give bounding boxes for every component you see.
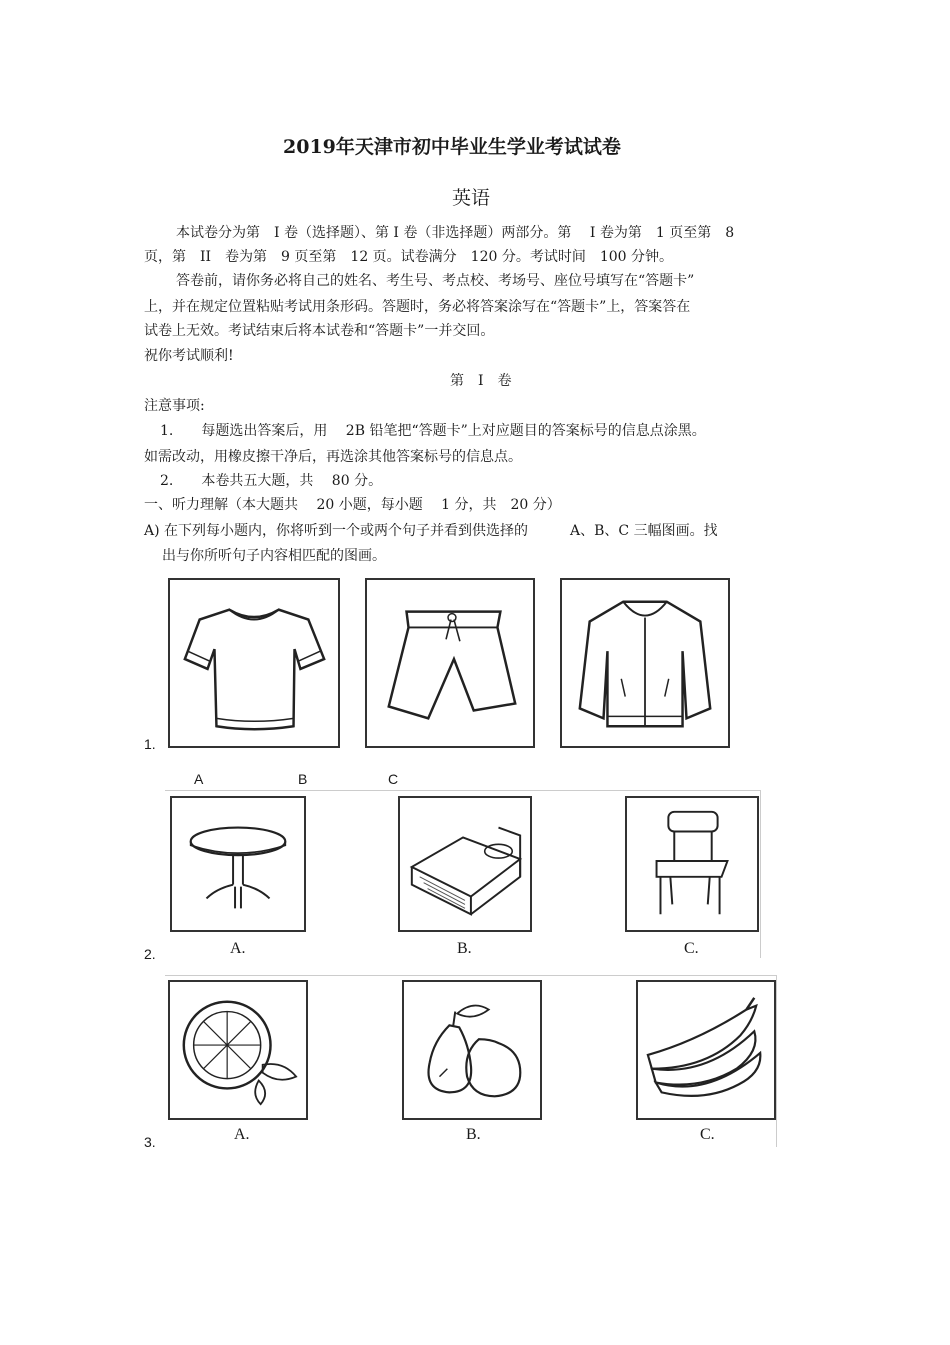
intro-line: 答卷前，请你务必将自己的姓名、考生号、考点校、考场号、座位号填写在“答题卡”	[176, 273, 695, 289]
option-picture[interactable]	[625, 796, 759, 932]
divider	[165, 975, 777, 976]
chair-icon	[627, 798, 757, 930]
divider	[760, 790, 761, 958]
part-heading: 第 I 卷	[450, 373, 512, 389]
notice-item: 2. 本卷共五大题，共 80 分。	[160, 473, 383, 489]
option-label: A.	[234, 1126, 250, 1143]
t-shirt-icon	[170, 580, 338, 746]
banana-icon	[638, 982, 774, 1118]
notice-item: 如需改动，用橡皮擦干净后，再选涂其他答案标号的信息点。	[144, 449, 522, 465]
intro-line: 祝你考试顺利!	[144, 348, 234, 364]
option-picture[interactable]	[170, 796, 306, 932]
bed-icon	[400, 798, 530, 930]
option-picture[interactable]	[398, 796, 532, 932]
option-picture[interactable]	[168, 578, 340, 748]
option-label: A	[194, 771, 204, 787]
jacket-icon	[562, 580, 728, 746]
question-number: 1.	[144, 736, 156, 752]
intro-line: 上，并在规定位置粘贴考试用条形码。答题时，务必将答案涂写在“答题卡”上，答案答在	[144, 299, 691, 315]
subject-title: 英语	[452, 187, 491, 209]
divider	[165, 790, 761, 791]
option-picture[interactable]	[168, 980, 308, 1120]
intro-line: 试卷上无效。考试结束后将本试卷和“答题卡”一并交回。	[144, 323, 495, 339]
option-picture[interactable]	[560, 578, 730, 748]
section-instruction: 出与你所听句子内容相匹配的图画。	[162, 548, 386, 564]
option-label: C.	[684, 940, 699, 957]
option-label: B	[298, 771, 308, 787]
option-label: C.	[700, 1126, 715, 1143]
option-label: C	[388, 771, 399, 787]
intro-line: 页，第 II 卷为第 9 页至第 12 页。试卷满分 120 分。考试时间 100 分钟。	[144, 249, 674, 265]
table-icon	[172, 798, 304, 930]
pear-icon	[404, 982, 540, 1118]
page-title: 2019年天津市初中毕业生学业考试试卷	[283, 136, 621, 158]
option-picture[interactable]	[636, 980, 776, 1120]
option-picture[interactable]	[402, 980, 542, 1120]
section-heading: 一、听力理解（本大题共 20 小题，每小题 1 分，共 20 分）	[144, 497, 561, 513]
shorts-icon	[367, 580, 533, 746]
section-instruction: A) 在下列每小题内，你将听到一个或两个句子并看到供选择的 A、B、C 三幅图画。找	[144, 523, 718, 539]
question-number: 2.	[144, 946, 156, 962]
divider	[776, 975, 777, 1147]
option-label: B.	[457, 940, 472, 957]
option-label: A.	[230, 940, 246, 957]
orange-icon	[170, 982, 306, 1118]
question-number: 3.	[144, 1134, 156, 1150]
option-label: B.	[466, 1126, 481, 1143]
notice-item: 1. 每题选出答案后，用 2B 铅笔把“答题卡”上对应题目的答案标号的信息点涂黑。	[160, 423, 706, 439]
notice-title: 注意事项:	[144, 398, 205, 414]
option-picture[interactable]	[365, 578, 535, 748]
intro-line: 本试卷分为第 I 卷（选择题）、第 I 卷（非选择题）两部分。第 I 卷为第 1 页至第 8	[176, 225, 735, 241]
